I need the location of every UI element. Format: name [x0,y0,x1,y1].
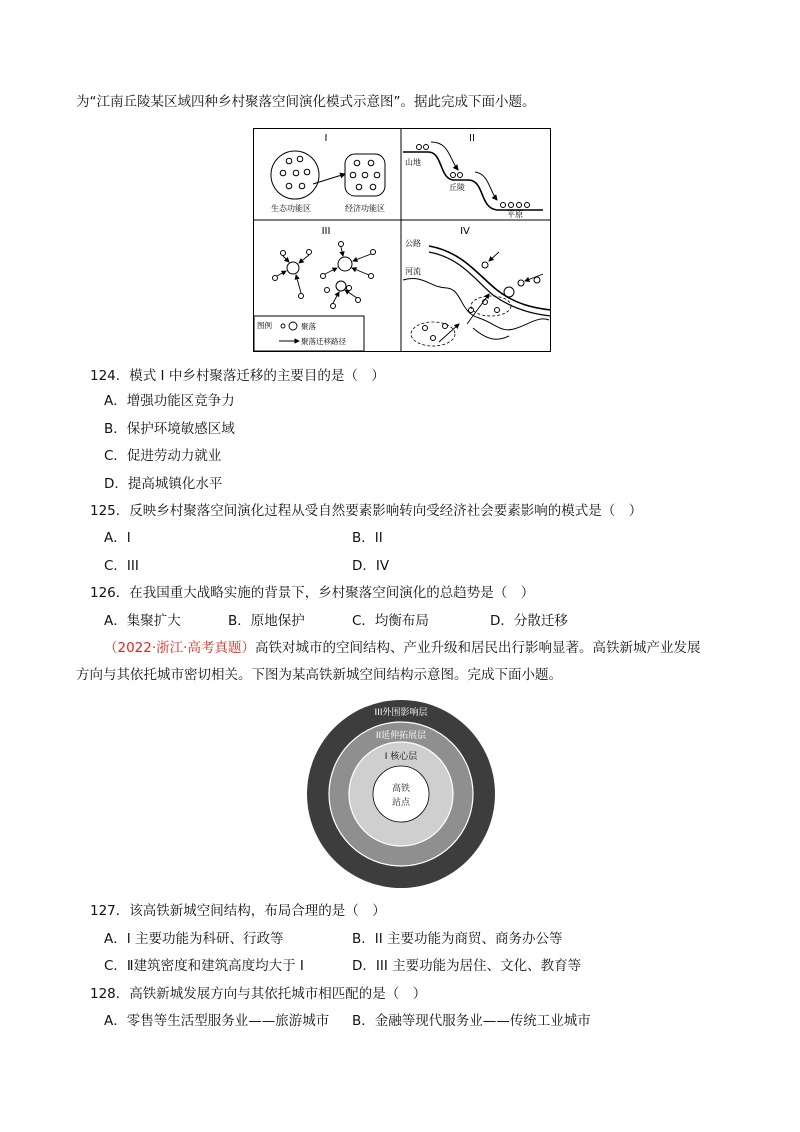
core-circle [373,766,429,822]
plain-label: 平原 [507,210,523,219]
mountain-label: 山地 [405,158,421,167]
question-127-option-d[interactable]: D．III 主要功能为居住、文化、教育等 [352,958,582,974]
question-124-option-b[interactable]: B．保护环境敏感区域 [104,421,235,437]
question-125-stem: 125．反映乡村聚落空间演化过程从受自然要素影响转向受经济社会要素影响的模式是（ ） [90,503,643,519]
hill-label: 丘陵 [449,183,465,192]
hsr-new-town-diagram [306,699,496,889]
question-125-option-b[interactable]: B．II [352,530,383,546]
ring-1-label: I 核心层 [384,752,418,762]
question-124-option-a[interactable]: A．增强功能区竞争力 [104,393,235,409]
panel-3-label: III [321,226,331,237]
legend-title: 图例 [257,321,272,330]
legend-settlement: 聚落 [301,322,316,331]
river-label: 河流 [405,267,421,276]
question-125-option-a[interactable]: A．I [104,530,131,546]
road-label: 公路 [405,239,421,248]
question-124-option-c[interactable]: C．促进劳动力就业 [104,448,222,464]
ring-3-label: III外围影响层 [374,708,428,718]
question-125-option-d[interactable]: D．IV [352,558,390,574]
question-125-option-c[interactable]: C．III [104,558,139,574]
question-127-option-b[interactable]: B．II 主要功能为商贸、商务办公等 [352,931,563,947]
intro-text: 为“江南丘陵某区域四种乡村聚落空间演化模式示意图”。据此完成下面小题。 [76,94,536,110]
question-128-option-a[interactable]: A．零售等生活型服务业——旅游城市 [104,1013,330,1029]
passage-2-line-1: （2022·浙江·高考真题）高铁对城市的空间结构、产业升级和居民出行影响显著。高铁新城产业发展 [104,640,701,656]
ecological-zone-label: 生态功能区 [271,204,311,213]
question-124-stem: 124．模式 I 中乡村聚落迁移的主要目的是（ ） [90,368,385,384]
question-126-option-b[interactable]: B．原地保护 [228,613,305,629]
economic-zone-label: 经济功能区 [345,204,385,213]
question-127-option-c[interactable]: C．Ⅱ建筑密度和建筑高度均大于 I [104,958,304,974]
settlement-models-figure [253,128,551,352]
panel-1-label: I [324,133,328,144]
question-126-stem: 126．在我国重大战略实施的背景下，乡村聚落空间演化的总趋势是（ ） [90,585,535,601]
legend-path: 聚落迁移路径 [301,337,346,346]
question-127-stem: 127．该高铁新城空间结构，布局合理的是（ ） [90,903,386,919]
question-124-option-d[interactable]: D．提高城镇化水平 [104,476,223,492]
question-128-option-b[interactable]: B．金融等现代服务业——传统工业城市 [352,1013,591,1029]
question-128-stem: 128．高铁新城发展方向与其依托城市相匹配的是（ ） [90,986,427,1002]
panel-4-label: IV [460,226,470,237]
question-126-option-a[interactable]: A．集聚扩大 [104,613,181,629]
question-127-option-a[interactable]: A．I 主要功能为科研、行政等 [104,931,284,947]
source-tag: （2022·浙江·高考真题） [104,640,255,656]
question-126-option-d[interactable]: D．分散迁移 [490,613,568,629]
panel-2-label: II [469,133,475,144]
passage-2-line-2: 方向与其依托城市密切相关。下图为某高铁新城空间结构示意图。完成下面小题。 [76,667,562,683]
core-label-line-1: 高铁 [391,784,411,794]
question-126-option-c[interactable]: C．均衡布局 [352,613,429,629]
core-label-line-2: 站点 [391,798,411,808]
ring-2-label: II延伸拓展层 [375,731,427,741]
